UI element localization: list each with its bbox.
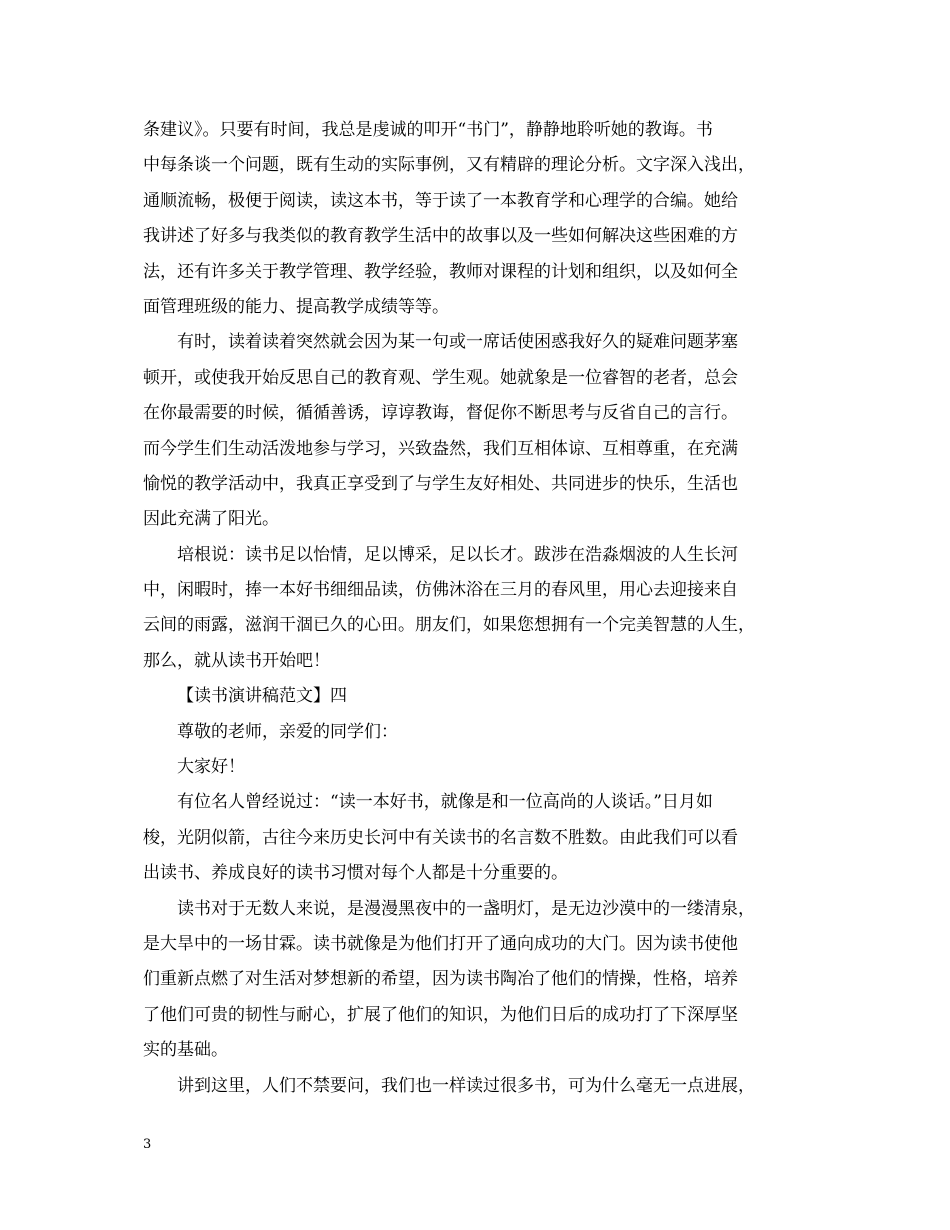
text-line: 讲到这里，人们不禁要问，我们也一样读过很多书，可为什么毫无一点进展， (177, 1075, 755, 1096)
text-line: 了他们可贵的韧性与耐心，扩展了他们的知识，为他们日后的成功打了下深厚坚 (143, 1004, 738, 1025)
text-line: 实的基础。 (143, 1040, 228, 1061)
text-line: 那么，就从读书开始吧！ (143, 650, 330, 671)
text-line: 有时，读着读着突然就会因为某一句或一席话使困惑我好久的疑难问题茅塞 (177, 332, 738, 353)
text-line: 面管理班级的能力、提高教学成绩等等。 (143, 296, 449, 317)
text-line: 【读书演讲稿范文】四 (177, 686, 347, 707)
text-line: 是大旱中的一场甘霖。读书就像是为他们打开了通向成功的大门。因为读书使他 (143, 933, 738, 954)
text-line: 因此充满了阳光。 (143, 509, 279, 530)
text-line: 有位名人曾经说过：“读一本好书，就像是和一位高尚的人谈话。”日月如 (177, 792, 713, 813)
text-line: 我讲述了好多与我类似的教育教学生活中的故事以及一些如何解决这些困难的方 (143, 226, 738, 247)
text-line: 尊敬的老师，亲爱的同学们： (177, 721, 398, 742)
text-line: 们重新点燃了对生活对梦想新的希望，因为读书陶冶了他们的情操，性格，培养 (143, 969, 738, 990)
text-line: 梭，光阴似箭，古往今来历史长河中有关读书的名言数不胜数。由此我们可以看 (143, 827, 738, 848)
text-line: 出读书、养成良好的读书习惯对每个人都是十分重要的。 (143, 863, 568, 884)
text-line: 条建议》。只要有时间，我总是虔诚的叩开“书门”，静静地聆听她的教诲。书 (143, 120, 713, 140)
text-line: 愉悦的教学活动中，我真正享受到了与学生友好相处、共同进步的快乐，生活也 (143, 473, 738, 494)
page-number: 3 (143, 1137, 152, 1152)
text-line: 大家好！ (177, 757, 245, 778)
text-line: 中，闲暇时，捧一本好书细细品读，仿佛沐浴在三月的春风里，用心去迎接来自 (143, 580, 738, 601)
text-line: 云间的雨露，滋润干涸已久的心田。朋友们，如果您想拥有一个完美智慧的人生， (143, 615, 755, 636)
text-line: 通顺流畅，极便于阅读，读这本书，等于读了一本教育学和心理学的合编。她给 (143, 190, 738, 211)
text-line: 在你最需要的时候，循循善诱，谆谆教诲，督促你不断思考与反省自己的言行。 (143, 403, 738, 424)
body-text (143, 113, 828, 1104)
text-line: 读书对于无数人来说，是漫漫黑夜中的一盏明灯，是无边沙漠中的一缕清泉， (177, 898, 755, 919)
text-line: 法，还有许多关于教学管理、教学经验，教师对课程的计划和组织，以及如何全 (143, 261, 738, 282)
text-line: 顿开，或使我开始反思自己的教育观、学生观。她就象是一位睿智的老者，总会 (143, 367, 738, 388)
text-line: 而今学生们生动活泼地参与学习，兴致盎然，我们互相体谅、互相尊重，在充满 (143, 438, 738, 459)
text-line: 中每条谈一个问题，既有生动的实际事例，又有精辟的理论分析。文字深入浅出， (143, 155, 755, 176)
text-line: 培根说：读书足以怡情，足以博采，足以长才。跋涉在浩淼烟波的人生长河 (177, 544, 738, 565)
